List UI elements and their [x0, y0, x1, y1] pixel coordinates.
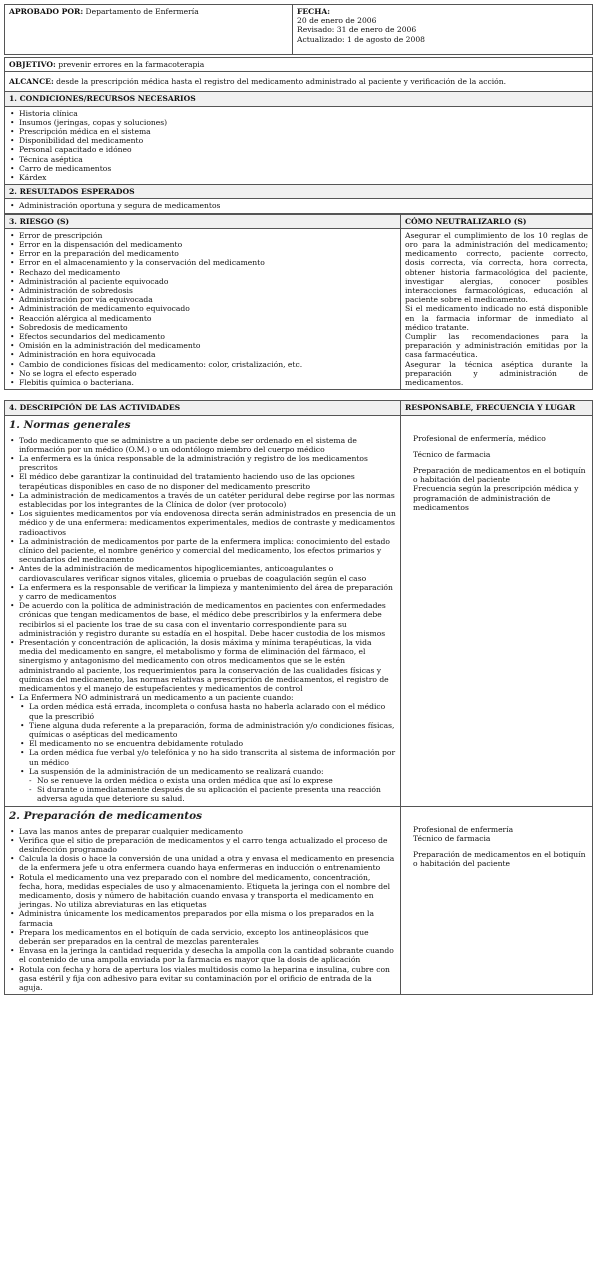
risk-item: • Error en la dispensación del medicamento	[9, 240, 396, 249]
header-table	[4, 4, 593, 55]
norm-item: • Los siguientes medicamentos por vía endovenosa directa serán administrados en presencia de un médico y de una enfermera: medicamentos experimentales, medios de contraste y medicamentos radioactivos	[9, 509, 396, 537]
condition-item: • Insumos (jeringas, copas y soluciones)	[9, 118, 588, 127]
norm-item: • La administración de medicamentos por parte de la enfermera implica: conocimiento del estado clínico del paciente, el nombre genérico y comercial del medicamento, los efectos primarios y secundarios del medicamento	[9, 537, 396, 565]
condition-item: • Técnica aséptica	[9, 155, 588, 164]
risk-item: • Flebitis química o bacteriana.	[9, 378, 396, 387]
norm-item: • Antes de la administración de medicamentos hipoglicemiantes, anticoagulantes o cardiovasculares verificar signos vitales, glicemia o pruebas de coagulación según el caso	[9, 564, 396, 582]
risk-item: • Cambio de condiciones físicas del medicamento: color, cristalización, etc.	[9, 360, 396, 369]
section1-body	[5, 106, 593, 185]
condition-item: • Carro de medicamentos	[9, 164, 588, 173]
responsible-text: Preparación de medicamentos en el botiquín o habitación del paciente	[413, 465, 586, 485]
objective-table	[4, 57, 593, 214]
risk-item: • Administración de medicamento equivocado	[9, 304, 396, 313]
norm-sub-item: • La suspensión de la administración de un medicamento se realizará cuando:	[9, 767, 396, 776]
neutralize-body	[401, 228, 593, 389]
date-revised: Revisado: 31 de enero de 2006	[297, 25, 417, 35]
responsible-text: Técnico de farmacia	[413, 449, 491, 459]
norm-dash-item: - No se renueve la orden médica o exista una orden médica que así lo exprese	[9, 776, 396, 785]
date-label: FECHA:	[297, 7, 331, 16]
condition-item: • Personal capacitado e idóneo	[9, 145, 588, 154]
risk-item: • Reacción alérgica al medicamento	[9, 314, 396, 323]
activities-table	[4, 400, 593, 995]
condition-item: • Prescripción médica en el sistema	[9, 127, 588, 136]
date-updated: Actualizado: 1 de agosto de 2008	[297, 34, 425, 44]
neutralize-text: Asegurar la técnica aséptica durante la preparación y administración de medicamentos.	[405, 359, 588, 388]
responsible-text: Profesional de enfermería, médico	[413, 433, 546, 443]
risk-item: • Administración por vía equivocada	[9, 295, 396, 304]
section2-title: 2. RESULTADOS ESPERADOS	[5, 185, 593, 199]
date-created: 20 de enero de 2006	[297, 16, 377, 26]
norm-item: • El médico debe garantizar la continuidad del tratamiento haciendo uso de las opciones terapéuticas disponibles en caso de no disponer del medicamento prescrito	[9, 472, 396, 490]
preparation-item: • Verifica que el sitio de preparación de medicamentos y el carro tenga actualizado el proceso de desinfección programado	[9, 836, 396, 854]
responsible-text: Técnico de farmacia	[413, 833, 491, 843]
result-item: • Administración oportuna y segura de medicamentos	[9, 201, 588, 210]
scope-cell	[5, 72, 593, 92]
norm-item: • La enfermera es la única responsable de la administración y registro de los medicamentos prescritos	[9, 454, 396, 472]
risk-item: • Rechazo del medicamento	[9, 268, 396, 277]
condition-item: • Historia clínica	[9, 109, 588, 118]
risk-item: • Efectos secundarios del medicamento	[9, 332, 396, 341]
norm-dash-item: - Si durante o inmediatamente después de su aplicación el paciente presenta una reacción adversa aguda que deteriore su salud.	[9, 785, 396, 803]
objective-text: prevenir errores en la farmacoterapia	[58, 60, 205, 69]
norm-sub-item: • Tiene alguna duda referente a la preparación, forma de administración y/o condiciones físicas, químicas o asépticas del medicamento	[9, 721, 396, 739]
norm-sub-item: • El medicamento no se encuentra debidamente rotulado	[9, 739, 396, 748]
preparation-item: • Prepara los medicamentos en el botiquín de cada servicio, excepto los antineoplásicos que deberán ser preparados en la central de mezclas parenterales	[9, 928, 396, 946]
norm-item: • Presentación y concentración de aplicación, la dosis máxima y mínima terapéuticas, la vida media del medicamento en sangre, el metabolismo y forma de eliminación del fármaco, el sinergismo y antagonismo del medicamento con otros medicamentos que se le estén administrando al paciente, los requerimientos para la conservación de las cualidades físicas y químicas del medicamento, las normas relativas a prescripción de medicamentos, el registro de medicamentos y el manejo de estupefacientes y medicamentos de control	[9, 638, 396, 693]
risk-item: • Administración de sobredosis	[9, 286, 396, 295]
approved-value: Departamento de Enfermería	[85, 7, 199, 16]
risk-item: • No se logra el efecto esperado	[9, 369, 396, 378]
norm-item: • La administración de medicamentos a través de un catéter peridural debe regirse por las normas establecidas por los integrantes de la Clínica de dolor (ver protocolo)	[9, 491, 396, 509]
condition-item: • Disponibilidad del medicamento	[9, 136, 588, 145]
risk-item: • Error en la preparación del medicamento	[9, 249, 396, 258]
procedure-document	[4, 4, 593, 995]
part2-body	[5, 806, 401, 995]
risk-list	[9, 231, 396, 387]
risk-item: • Omisión en la administración del medicamento	[9, 341, 396, 350]
part1-responsible	[401, 415, 593, 806]
results-list	[9, 201, 588, 210]
preparation-item: • Calcula la dosis o hace la conversión de una unidad a otra y envasa el medicamento en presencia de la enfermera jefe u otra enfermera cuando haya enfermeras en inducción o entrenamiento	[9, 854, 396, 872]
condition-item: • Kárdex	[9, 173, 588, 182]
section4-title: 4. DESCRIPCIÓN DE LAS ACTIVIDADES	[5, 401, 401, 415]
neutralize-text: Si el medicamento indicado no está disponible en la farmacia informar de inmediato al médico tratante.	[405, 304, 588, 332]
scope-label: ALCANCE:	[9, 77, 54, 87]
responsible-text: Profesional de enfermería	[413, 824, 514, 834]
preparation-item: • Lava las manos antes de preparar cualquier medicamento	[9, 827, 396, 836]
norm-item: • La enfermera es la responsable de verificar la limpieza y mantenimiento del área de preparación y carro de medicamentos	[9, 583, 396, 601]
norm-item: • La Enfermera NO administrará un medicamento a un paciente cuando:	[9, 693, 396, 702]
responsible-text: Preparación de medicamentos en el botiquín o habitación del paciente	[413, 850, 586, 869]
preparation-item: • Administra únicamente los medicamentos preparados por ella misma o los preparados en la farmacia	[9, 909, 396, 927]
approved-cell	[5, 5, 293, 55]
preparation-list	[9, 827, 396, 993]
scope-text: desde la prescripción médica hasta el registro del medicamento administrado al paciente y verificación de la acción.	[56, 77, 507, 87]
norm-item: • De acuerdo con la política de administración de medicamentos en pacientes con enfermedades crónicas que tengan medicamentos de base, el médico debe prescribirlos y la enfermera debe recibirlos si el paciente los trae de su casa con el inventario correspondiente para su administración y registro durante su estadía en el hospital. Debe hacer custodia de los mismos	[9, 601, 396, 638]
conditions-list	[9, 109, 588, 183]
preparation-item: • Rotula con fecha y hora de apertura los viales multidosis como la heparina e insulina, cubre con gasa estéril y fija con adhesivo para evitar su contaminación por el orificio de entrada de la aguja.	[9, 965, 396, 993]
part1-body	[5, 415, 401, 806]
risk-item: • Error de prescripción	[9, 231, 396, 240]
norm-sub-item: • La orden médica fue verbal y/o telefónica y no ha sido transcrita al sistema de información por un médico	[9, 748, 396, 766]
general-norms-list	[9, 436, 396, 804]
section3-title: 3. RIESGO (S)	[5, 214, 401, 228]
risk-item: • Error en el almacenamiento y la conservación del medicamento	[9, 258, 396, 267]
section3-right-title: CÓMO NEUTRALIZARLO (S)	[401, 214, 593, 228]
norm-item: • Todo medicamento que se administre a un paciente debe ser ordenado en el sistema de información por un médico (O.M.) o un odontólogo miembro del cuerpo médico	[9, 436, 396, 454]
risk-table	[4, 214, 593, 391]
neutralize-text: Cumplir las recomendaciones para la preparación y administración emitidas por la casa farmacéutica.	[405, 332, 588, 360]
responsible-text: Frecuencia según la prescripción médica y programación de administración de medicamentos	[413, 484, 579, 512]
section4-right-title: RESPONSABLE, FRECUENCIA Y LUGAR	[401, 401, 593, 415]
risk-body	[5, 228, 401, 389]
risk-item: • Administración en hora equivocada	[9, 350, 396, 359]
date-cell	[293, 5, 593, 55]
part2-responsible	[401, 806, 593, 995]
risk-item: • Administración al paciente equivocado	[9, 277, 396, 286]
part1-heading: 1. Normas generales	[9, 418, 131, 431]
objective-label: OBJETIVO:	[9, 60, 56, 69]
section2-body	[5, 199, 593, 213]
section1-title: 1. CONDICIONES/RECURSOS NECESARIOS	[5, 92, 593, 106]
neutralize-text: Asegurar el cumplimiento de los 10 reglas de oro para la administración del medicamento; medicamento correcto, paciente correcto, dosis correcta, vía correcta, hora correcta, obtener historia farmacológica del paciente, investigar alergias, conocer posibles interacciones farmacológicas, educación al paciente sobre el medicamento.	[405, 230, 588, 305]
norm-sub-item: • La orden médica está errada, incompleta o confusa hasta no haberla aclarado con el médico que la prescribió	[9, 702, 396, 720]
part2-heading: 2. Preparación de medicamentos	[9, 809, 203, 822]
risk-item: • Sobredosis de medicamento	[9, 323, 396, 332]
objective-cell	[5, 58, 593, 72]
preparation-item: • Rotula el medicamento una vez preparado con el nombre del medicamento, concentración, fecha, hora, medidas especiales de uso y almacenamiento. Etiqueta la jeringa con el nombre del medicamento, dosis y número de habitación cuando envasa y transporta el medicamento en jeringas. No utiliza abreviaturas en las etiquetas	[9, 873, 396, 910]
approved-label: APROBADO POR:	[9, 7, 84, 16]
preparation-item: • Envasa en la jeringa la cantidad requerida y desecha la ampolla con la cantidad sobrante cuando el contenido de una ampolla enviada por la farmacia es mayor que la dosis de aplicación	[9, 946, 396, 964]
